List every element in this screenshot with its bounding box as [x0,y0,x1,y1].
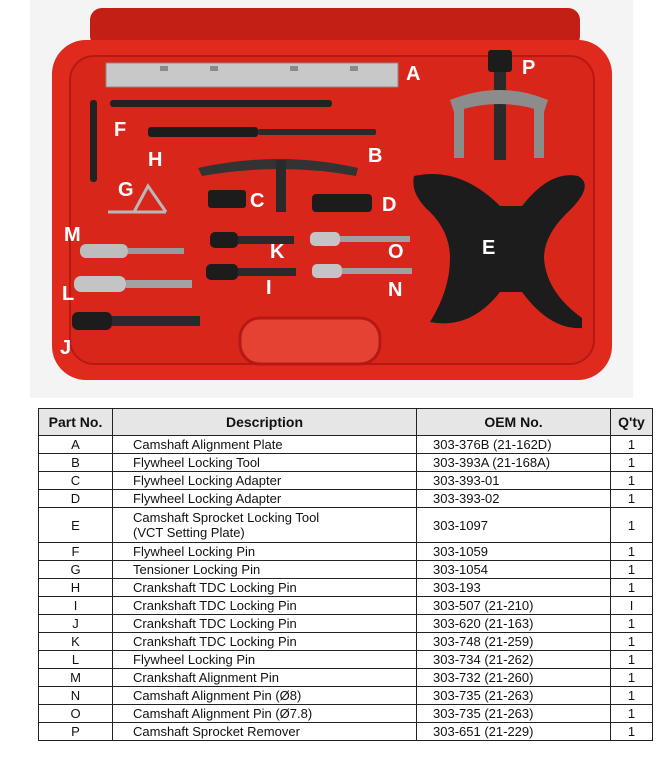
label-c: C [250,190,265,212]
table-header-row [39,409,653,436]
oem-cell: 303-393A (21-168A) [417,454,611,472]
table-row [39,705,653,723]
part-cell: L [39,651,113,669]
label-m: M [64,224,81,246]
oem-cell: 303-732 (21-260) [417,669,611,687]
table-row [39,472,653,490]
tool-kit-illustration [30,0,633,398]
description-line: Camshaft Sprocket Locking Tool [133,510,320,525]
flywheel-adapter-d [312,194,372,212]
description-line: Crankshaft TDC Locking Pin [133,616,297,631]
part-cell: K [39,633,113,651]
part-cell: H [39,579,113,597]
table-row [39,633,653,651]
table-row [39,436,653,454]
description-cell [113,633,417,651]
part-cell: C [39,472,113,490]
oem-cell: 303-393-02 [417,490,611,508]
label-h: H [148,149,163,171]
label-d: D [382,194,397,216]
description-cell [113,508,417,543]
header-part-no: Part No. [39,409,113,436]
oem-cell: 303-735 (21-263) [417,705,611,723]
part-cell: J [39,615,113,633]
oem-cell: 303-734 (21-262) [417,651,611,669]
description-line: Camshaft Alignment Pin (Ø7.8) [133,706,313,721]
part-cell: A [39,436,113,454]
oem-cell: 303-393-01 [417,472,611,490]
table-row [39,561,653,579]
qty-cell: 1 [611,687,653,705]
qty-cell: 1 [611,723,653,741]
table-row [39,490,653,508]
oem-cell: 303-735 (21-263) [417,687,611,705]
description-cell [113,723,417,741]
qty-cell: 1 [611,705,653,723]
description-cell [113,454,417,472]
description-cell [113,687,417,705]
qty-cell: 1 [611,651,653,669]
qty-cell: 1 [611,472,653,490]
description-cell [113,705,417,723]
description-cell [113,597,417,615]
table-row [39,687,653,705]
description-cell [113,472,417,490]
description-cell [113,579,417,597]
oem-cell: 303-1059 [417,543,611,561]
table-row [39,454,653,472]
description-line: Crankshaft TDC Locking Pin [133,634,297,649]
oem-cell: 303-1097 [417,508,611,543]
qty-cell: 1 [611,561,653,579]
part-cell: N [39,687,113,705]
description-cell [113,436,417,454]
part-cell: G [39,561,113,579]
qty-cell: 1 [611,508,653,543]
part-cell: B [39,454,113,472]
oem-cell: 303-748 (21-259) [417,633,611,651]
part-cell: D [39,490,113,508]
header-description: Description [113,409,417,436]
table-row [39,543,653,561]
description-line: Camshaft Alignment Pin (Ø8) [133,688,302,703]
label-j: J [60,337,72,359]
table-row [39,597,653,615]
label-p: P [522,57,536,79]
parts-table [38,408,653,741]
case-handle [240,318,380,364]
description-cell [113,669,417,687]
description-line: Crankshaft Alignment Pin [133,670,279,685]
parts-table-body [39,436,653,741]
label-b: B [368,145,383,167]
description-line: Flywheel Locking Pin [133,544,256,559]
label-l: L [62,283,75,305]
description-cell [113,615,417,633]
part-cell: M [39,669,113,687]
label-k: K [270,241,285,263]
table-row [39,651,653,669]
oem-cell: 303-507 (21-210) [417,597,611,615]
part-cell: O [39,705,113,723]
part-cell: I [39,597,113,615]
table-row [39,723,653,741]
oem-cell: 303-1054 [417,561,611,579]
description-line: Camshaft Sprocket Remover [133,724,300,739]
qty-cell: 1 [611,615,653,633]
label-n: N [388,279,403,301]
description-line: Camshaft Alignment Plate [133,437,283,452]
description-line: Flywheel Locking Adapter [133,491,282,506]
table-row [39,579,653,597]
description-line: Crankshaft TDC Locking Pin [133,598,297,613]
part-cell: E [39,508,113,543]
flywheel-adapter-c [208,190,246,208]
oem-cell: 303-651 (21-229) [417,723,611,741]
description-cell [113,490,417,508]
oem-cell: 303-376B (21-162D) [417,436,611,454]
qty-cell: 1 [611,669,653,687]
part-cell: F [39,543,113,561]
description-line: Flywheel Locking Pin [133,652,256,667]
description-line: Tensioner Locking Pin [133,562,261,577]
label-o: O [388,241,404,263]
qty-cell: 1 [611,579,653,597]
qty-cell: 1 [611,436,653,454]
label-f: F [114,119,127,141]
description-cell [113,651,417,669]
qty-cell: I [611,597,653,615]
label-i: I [266,277,272,299]
qty-cell: 1 [611,633,653,651]
table-row [39,669,653,687]
tool-kit-photo [30,0,633,398]
description-cell [113,561,417,579]
qty-cell: 1 [611,490,653,508]
description-line: Crankshaft TDC Locking Pin [133,580,297,595]
description-cell [113,543,417,561]
table-row [39,508,653,543]
header-qty: Q'ty [611,409,653,436]
part-cell: P [39,723,113,741]
header-oem-no: OEM No. [417,409,611,436]
table-row [39,615,653,633]
description-line: Flywheel Locking Adapter [133,473,282,488]
qty-cell: 1 [611,543,653,561]
oem-cell: 303-620 (21-163) [417,615,611,633]
description-line-2: (VCT Setting Plate) [133,525,245,540]
oem-cell: 303-193 [417,579,611,597]
description-line: Flywheel Locking Tool [133,455,260,470]
camshaft-alignment-plate [106,63,398,87]
label-g: G [118,179,134,201]
qty-cell: 1 [611,454,653,472]
label-e: E [482,237,496,259]
label-a: A [406,63,421,85]
